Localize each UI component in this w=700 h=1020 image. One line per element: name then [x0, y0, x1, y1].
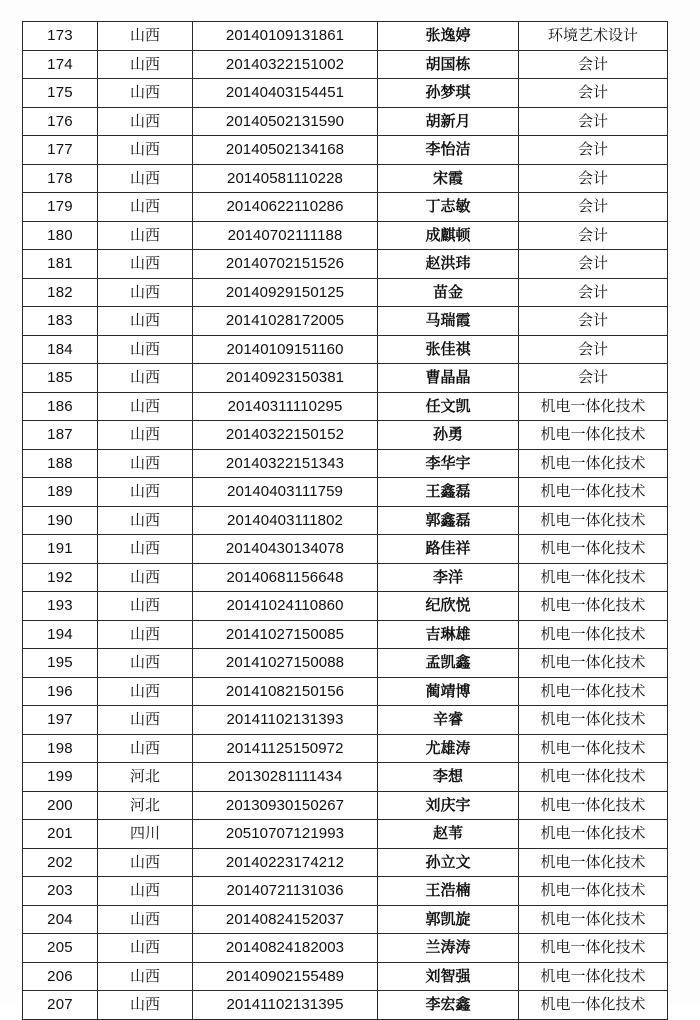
- cell-major: 机电一体化技术: [519, 820, 668, 849]
- cell-index: 194: [23, 620, 98, 649]
- cell-province: 山西: [98, 706, 193, 735]
- table-row: [23, 620, 668, 649]
- cell-index: 193: [23, 592, 98, 621]
- cell-name: 李华宇: [378, 449, 519, 478]
- table-row: [23, 250, 668, 279]
- cell-exam-id: 20140430134078: [193, 535, 378, 564]
- table-row: [23, 421, 668, 450]
- cell-index: 197: [23, 706, 98, 735]
- cell-name: 郭鑫磊: [378, 506, 519, 535]
- cell-name: 赵洪玮: [378, 250, 519, 279]
- roster-table: [22, 21, 668, 1020]
- table-row: [23, 848, 668, 877]
- table-row: [23, 193, 668, 222]
- table-row: [23, 478, 668, 507]
- cell-name: 兰涛涛: [378, 934, 519, 963]
- table-row: [23, 734, 668, 763]
- cell-exam-id: 20140824152037: [193, 905, 378, 934]
- cell-province: 山西: [98, 193, 193, 222]
- cell-province: 山西: [98, 478, 193, 507]
- cell-major: 会计: [519, 164, 668, 193]
- table-row: [23, 763, 668, 792]
- cell-major: 机电一体化技术: [519, 962, 668, 991]
- cell-major: 机电一体化技术: [519, 791, 668, 820]
- cell-exam-id: 20140322151343: [193, 449, 378, 478]
- cell-province: 山西: [98, 392, 193, 421]
- cell-name: 李洋: [378, 563, 519, 592]
- cell-major: 机电一体化技术: [519, 677, 668, 706]
- cell-major: 机电一体化技术: [519, 535, 668, 564]
- cell-major: 会计: [519, 364, 668, 393]
- cell-name: 孙梦琪: [378, 79, 519, 108]
- cell-name: 张佳祺: [378, 335, 519, 364]
- cell-major: 环境艺术设计: [519, 22, 668, 51]
- cell-index: 182: [23, 278, 98, 307]
- cell-index: 186: [23, 392, 98, 421]
- cell-major: 会计: [519, 221, 668, 250]
- cell-name: 李宏鑫: [378, 991, 519, 1020]
- cell-name: 孙立文: [378, 848, 519, 877]
- cell-province: 山西: [98, 905, 193, 934]
- table-row: [23, 962, 668, 991]
- cell-province: 山西: [98, 677, 193, 706]
- cell-exam-id: 20141125150972: [193, 734, 378, 763]
- cell-exam-id: 20140581110228: [193, 164, 378, 193]
- cell-province: 山西: [98, 991, 193, 1020]
- cell-name: 任文凯: [378, 392, 519, 421]
- cell-name: 郭凯旋: [378, 905, 519, 934]
- cell-province: 山西: [98, 506, 193, 535]
- cell-province: 山西: [98, 221, 193, 250]
- cell-index: 183: [23, 307, 98, 336]
- cell-exam-id: 20140702111188: [193, 221, 378, 250]
- cell-province: 山西: [98, 79, 193, 108]
- cell-index: 187: [23, 421, 98, 450]
- cell-province: 山西: [98, 164, 193, 193]
- table-row: [23, 307, 668, 336]
- cell-index: 191: [23, 535, 98, 564]
- cell-name: 成麒顿: [378, 221, 519, 250]
- cell-name: 刘庆宇: [378, 791, 519, 820]
- cell-index: 206: [23, 962, 98, 991]
- cell-major: 机电一体化技术: [519, 392, 668, 421]
- table-row: [23, 335, 668, 364]
- cell-name: 孟凯鑫: [378, 649, 519, 678]
- cell-major: 会计: [519, 50, 668, 79]
- cell-exam-id: 20140322151002: [193, 50, 378, 79]
- cell-name: 胡国栋: [378, 50, 519, 79]
- table-row: [23, 136, 668, 165]
- cell-exam-id: 20140902155489: [193, 962, 378, 991]
- cell-exam-id: 20140403154451: [193, 79, 378, 108]
- table-row: [23, 278, 668, 307]
- table-row: [23, 706, 668, 735]
- cell-exam-id: 20140824182003: [193, 934, 378, 963]
- cell-index: 180: [23, 221, 98, 250]
- table-row: [23, 991, 668, 1020]
- cell-exam-id: 20140721131036: [193, 877, 378, 906]
- cell-name: 王浩楠: [378, 877, 519, 906]
- table-row: [23, 877, 668, 906]
- cell-index: 189: [23, 478, 98, 507]
- cell-major: 机电一体化技术: [519, 934, 668, 963]
- cell-major: 机电一体化技术: [519, 763, 668, 792]
- cell-province: 山西: [98, 848, 193, 877]
- cell-major: 机电一体化技术: [519, 706, 668, 735]
- table-row: [23, 535, 668, 564]
- cell-exam-id: 20141028172005: [193, 307, 378, 336]
- cell-exam-id: 20140681156648: [193, 563, 378, 592]
- cell-index: 201: [23, 820, 98, 849]
- cell-exam-id: 20140311110295: [193, 392, 378, 421]
- cell-province: 山西: [98, 934, 193, 963]
- cell-exam-id: 20140923150381: [193, 364, 378, 393]
- cell-major: 机电一体化技术: [519, 649, 668, 678]
- cell-index: 173: [23, 22, 98, 51]
- cell-province: 山西: [98, 877, 193, 906]
- cell-province: 山西: [98, 649, 193, 678]
- cell-major: 机电一体化技术: [519, 848, 668, 877]
- table-row: [23, 22, 668, 51]
- cell-index: 192: [23, 563, 98, 592]
- cell-province: 山西: [98, 962, 193, 991]
- cell-major: 机电一体化技术: [519, 991, 668, 1020]
- table-row: [23, 79, 668, 108]
- cell-name: 苗金: [378, 278, 519, 307]
- cell-major: 机电一体化技术: [519, 877, 668, 906]
- cell-index: 181: [23, 250, 98, 279]
- roster-table-body: [23, 22, 668, 1020]
- cell-index: 203: [23, 877, 98, 906]
- cell-province: 山西: [98, 278, 193, 307]
- cell-exam-id: 20140223174212: [193, 848, 378, 877]
- cell-exam-id: 20130930150267: [193, 791, 378, 820]
- cell-name: 李怡洁: [378, 136, 519, 165]
- cell-index: 176: [23, 107, 98, 136]
- table-row: [23, 592, 668, 621]
- cell-province: 山西: [98, 335, 193, 364]
- cell-index: 185: [23, 364, 98, 393]
- cell-major: 机电一体化技术: [519, 478, 668, 507]
- table-row: [23, 677, 668, 706]
- cell-index: 190: [23, 506, 98, 535]
- cell-name: 王鑫磊: [378, 478, 519, 507]
- cell-exam-id: 20140702151526: [193, 250, 378, 279]
- cell-major: 机电一体化技术: [519, 449, 668, 478]
- cell-index: 199: [23, 763, 98, 792]
- cell-index: 196: [23, 677, 98, 706]
- cell-name: 刘智强: [378, 962, 519, 991]
- cell-name: 张逸婷: [378, 22, 519, 51]
- cell-exam-id: 20510707121993: [193, 820, 378, 849]
- cell-index: 174: [23, 50, 98, 79]
- cell-major: 机电一体化技术: [519, 421, 668, 450]
- cell-province: 山西: [98, 107, 193, 136]
- cell-major: 会计: [519, 250, 668, 279]
- cell-name: 纪欣悦: [378, 592, 519, 621]
- cell-major: 会计: [519, 307, 668, 336]
- table-row: [23, 364, 668, 393]
- cell-index: 177: [23, 136, 98, 165]
- table-row: [23, 221, 668, 250]
- cell-province: 山西: [98, 449, 193, 478]
- cell-major: 机电一体化技术: [519, 620, 668, 649]
- table-row: [23, 50, 668, 79]
- cell-name: 赵苇: [378, 820, 519, 849]
- cell-name: 李想: [378, 763, 519, 792]
- cell-province: 山西: [98, 563, 193, 592]
- cell-index: 205: [23, 934, 98, 963]
- cell-province: 山西: [98, 307, 193, 336]
- cell-province: 四川: [98, 820, 193, 849]
- cell-exam-id: 20140109131861: [193, 22, 378, 51]
- cell-exam-id: 20141102131393: [193, 706, 378, 735]
- cell-exam-id: 20141102131395: [193, 991, 378, 1020]
- cell-index: 179: [23, 193, 98, 222]
- cell-name: 吉琳雄: [378, 620, 519, 649]
- cell-exam-id: 20140929150125: [193, 278, 378, 307]
- cell-name: 辛睿: [378, 706, 519, 735]
- cell-index: 175: [23, 79, 98, 108]
- table-row: [23, 107, 668, 136]
- cell-province: 山西: [98, 136, 193, 165]
- table-row: [23, 905, 668, 934]
- cell-name: 路佳祥: [378, 535, 519, 564]
- cell-major: 机电一体化技术: [519, 734, 668, 763]
- cell-province: 山西: [98, 620, 193, 649]
- cell-name: 蔺靖博: [378, 677, 519, 706]
- cell-exam-id: 20140322150152: [193, 421, 378, 450]
- cell-province: 山西: [98, 364, 193, 393]
- table-row: [23, 164, 668, 193]
- cell-name: 丁志敏: [378, 193, 519, 222]
- cell-index: 207: [23, 991, 98, 1020]
- cell-index: 202: [23, 848, 98, 877]
- cell-major: 机电一体化技术: [519, 563, 668, 592]
- cell-major: 会计: [519, 335, 668, 364]
- cell-name: 胡新月: [378, 107, 519, 136]
- cell-major: 会计: [519, 193, 668, 222]
- cell-exam-id: 20140109151160: [193, 335, 378, 364]
- cell-name: 马瑞霞: [378, 307, 519, 336]
- cell-province: 山西: [98, 421, 193, 450]
- table-row: [23, 791, 668, 820]
- cell-name: 曹晶晶: [378, 364, 519, 393]
- cell-province: 河北: [98, 791, 193, 820]
- cell-index: 204: [23, 905, 98, 934]
- cell-province: 山西: [98, 734, 193, 763]
- cell-province: 山西: [98, 592, 193, 621]
- cell-exam-id: 20141082150156: [193, 677, 378, 706]
- cell-major: 会计: [519, 107, 668, 136]
- cell-province: 山西: [98, 250, 193, 279]
- cell-index: 184: [23, 335, 98, 364]
- table-row: [23, 563, 668, 592]
- table-row: [23, 506, 668, 535]
- cell-major: 机电一体化技术: [519, 905, 668, 934]
- table-row: [23, 449, 668, 478]
- cell-exam-id: 20140502131590: [193, 107, 378, 136]
- roster-table-wrapper: [22, 21, 662, 1020]
- cell-exam-id: 20140622110286: [193, 193, 378, 222]
- cell-index: 195: [23, 649, 98, 678]
- cell-index: 198: [23, 734, 98, 763]
- table-row: [23, 820, 668, 849]
- cell-major: 会计: [519, 136, 668, 165]
- cell-exam-id: 20140502134168: [193, 136, 378, 165]
- cell-exam-id: 20141027150085: [193, 620, 378, 649]
- cell-exam-id: 20141024110860: [193, 592, 378, 621]
- cell-exam-id: 20140403111759: [193, 478, 378, 507]
- cell-major: 机电一体化技术: [519, 592, 668, 621]
- cell-exam-id: 20130281111434: [193, 763, 378, 792]
- cell-name: 宋霞: [378, 164, 519, 193]
- cell-exam-id: 20141027150088: [193, 649, 378, 678]
- cell-province: 山西: [98, 535, 193, 564]
- cell-province: 山西: [98, 50, 193, 79]
- table-row: [23, 392, 668, 421]
- table-row: [23, 934, 668, 963]
- cell-major: 机电一体化技术: [519, 506, 668, 535]
- cell-major: 会计: [519, 278, 668, 307]
- cell-name: 孙勇: [378, 421, 519, 450]
- cell-index: 188: [23, 449, 98, 478]
- cell-exam-id: 20140403111802: [193, 506, 378, 535]
- cell-name: 尤雄涛: [378, 734, 519, 763]
- cell-index: 178: [23, 164, 98, 193]
- table-row: [23, 649, 668, 678]
- cell-province: 山西: [98, 22, 193, 51]
- cell-index: 200: [23, 791, 98, 820]
- cell-province: 河北: [98, 763, 193, 792]
- cell-major: 会计: [519, 79, 668, 108]
